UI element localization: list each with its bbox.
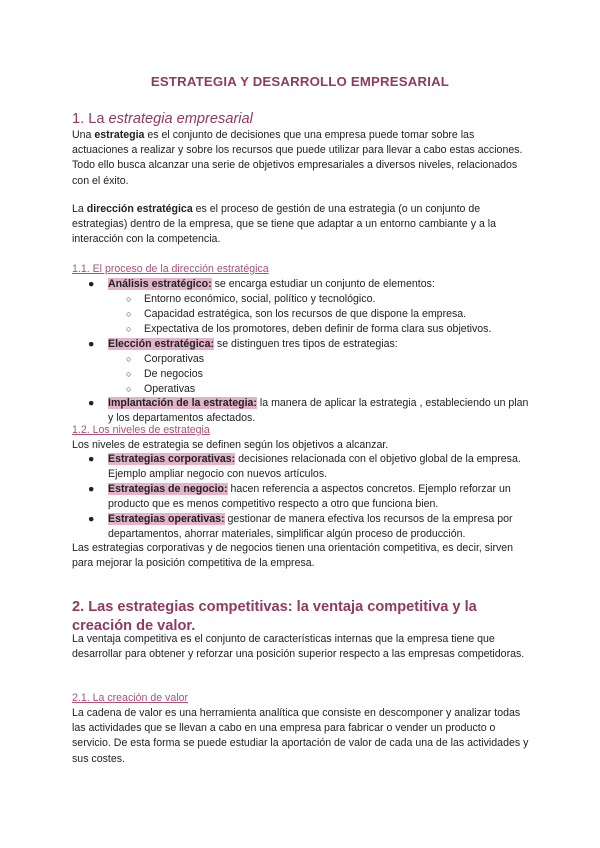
section-1-paragraph-1: Una estrategia es el conjunto de decisiones que una empresa puede tomar sobre las actuaciones a realizar y sobre los recursos que puede utilizar para llevar a cabo estas acciones. Todo ello busca alcanzar una serie de objetivos empresariales a diversos niveles, relacionados con el éxito.: [72, 129, 523, 187]
list-item-analisis: ● Análisis estratégico: se encarga estudiar un conjunto de elementos:: [108, 277, 532, 292]
hollow-bullet-icon: ○: [126, 369, 132, 379]
list-item-corporativas: ● Estrategias corporativas: decisiones relacionada con el objetivo global de la empresa. Ejemplo ampliar negocio con nuevos artículos.: [88, 453, 521, 481]
section-2-paragraph: La ventaja competitiva es el conjunto de características internas que la empresa tiene que desarrollar para obtener y reforzar una posición superior respecto a las empresas competidoras.: [72, 633, 525, 661]
section-2-heading: 2. Las estrategias competitivas: la ventaja competitiva y la creación de valor.: [72, 599, 477, 634]
hollow-bullet-icon: ○: [126, 324, 132, 334]
document-title: ESTRATEGIA Y DESARROLLO EMPRESARIAL: [150, 74, 450, 89]
sub-list-item: ○ Expectativa de los promotores, deben definir de forma clara sus objetivos.: [144, 322, 532, 337]
hollow-bullet-icon: ○: [126, 354, 132, 364]
subsection-1-1-heading: 1.1. El proceso de la dirección estratégica: [72, 263, 269, 275]
bullet-icon: ●: [88, 397, 95, 409]
sub-list-item: ○ Corporativas: [144, 352, 532, 367]
sub-list-item: ○ Capacidad estratégica, son los recursos de que dispone la empresa.: [144, 307, 532, 322]
bullet-icon: ●: [88, 338, 95, 350]
subsection-1-2-intro: Los niveles de estrategia se definen según los objetivos a alcanzar.: [72, 439, 389, 451]
hollow-bullet-icon: ○: [126, 309, 132, 319]
sub-list-item: ○ Entorno económico, social, político y tecnológico.: [144, 292, 532, 307]
subsection-1-2-outro: Las estrategias corporativas y de negocios tienen una orientación competitiva, es decir, sirven para mejorar la posición competitiva de la empresa.: [72, 542, 514, 570]
subsection-1-2-heading: 1.2. Los niveles de estrategia: [72, 424, 210, 436]
list-item-implantacion: ● Implantación de la estrategia: la manera de aplicar la estrategia , estableciendo un plan y los departamentos afectados.: [88, 397, 529, 425]
sub-list-item: ○ De negocios: [144, 367, 532, 382]
bullet-icon: ●: [88, 483, 95, 495]
subsection-2-1-heading: 2.1. La creación de valor: [72, 692, 189, 704]
bullet-icon: ●: [88, 513, 95, 525]
bullet-icon: ●: [88, 278, 95, 290]
list-item-operativas: ● Estrategias operativas: gestionar de manera efectiva los recursos de la empresa por departamentos, ahorrar materiales, simplificar algún proceso de producción.: [88, 513, 513, 541]
hollow-bullet-icon: ○: [126, 384, 132, 394]
list-item-eleccion: ● Elección estratégica: se distinguen tres tipos de estrategias:: [108, 337, 532, 352]
subsection-2-1-paragraph: La cadena de valor es una herramienta analítica que consiste en descomponer y analizar todas las actividades que se llevan a cabo en una empresa para fabricar o vender un producto o servicio. De esta forma se puede estudiar la aportación de valor de cada una de las actividades y sus costes.: [72, 707, 529, 765]
sub-list-item: ○ Operativas: [144, 382, 532, 397]
section-1-heading: 1. La estrategia empresarial: [72, 111, 253, 127]
bullet-icon: ●: [88, 453, 95, 465]
list-item-negocio: ● Estrategias de negocio: hacen referencia a aspectos concretos. Ejemplo reforzar un producto que es menos competitivo respecto a otro que funciona bien.: [88, 483, 511, 511]
hollow-bullet-icon: ○: [126, 294, 132, 304]
section-1-paragraph-2: La dirección estratégica es el proceso de gestión de una estrategia (o un conjunto de estrategias) dentro de la empresa, que se tiene que adaptar a un entorno cambiante y a la interacción con la competencia.: [72, 203, 497, 246]
